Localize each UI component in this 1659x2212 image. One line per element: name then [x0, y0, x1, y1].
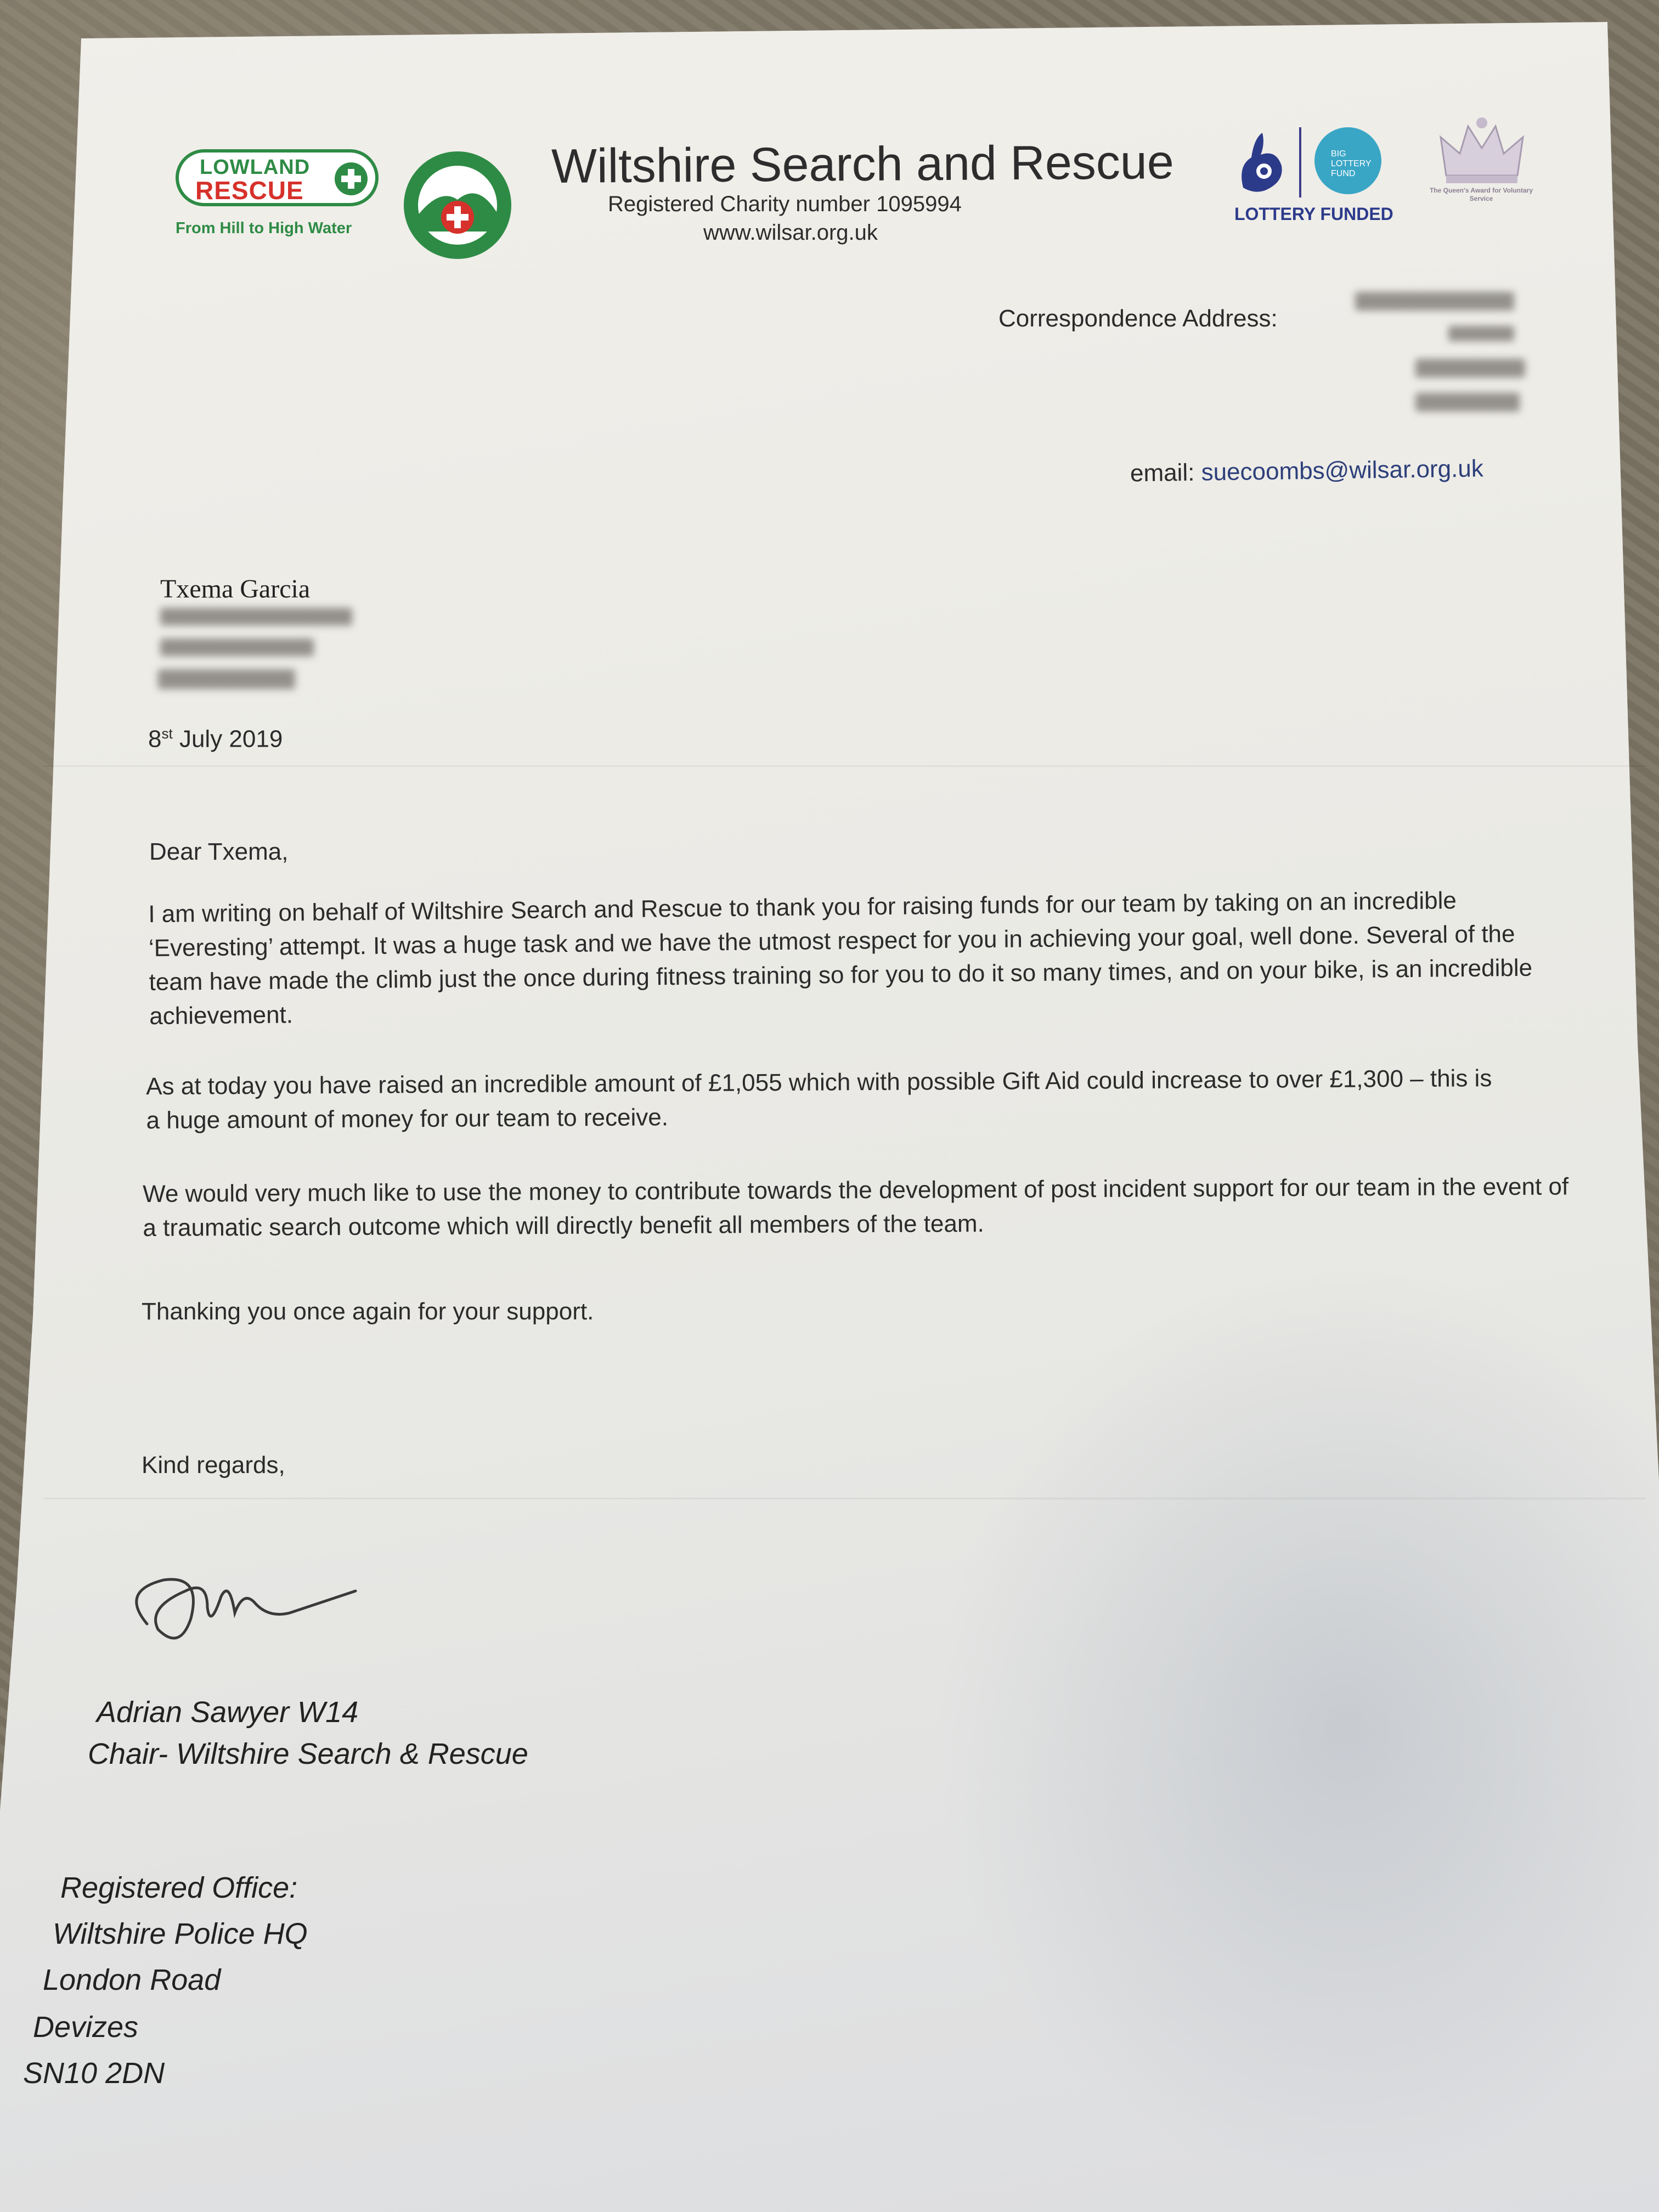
lottery-funded-label: LOTTERY FUNDED	[1234, 204, 1393, 224]
date-day: 8	[148, 725, 162, 753]
lowland-line1: LOWLAND	[200, 156, 311, 179]
recipient-name: Txema Garcia	[160, 574, 311, 603]
signer-name: Adrian Sawyer W14	[97, 1696, 359, 1729]
office-address-line: Wiltshire Police HQ	[53, 1917, 308, 1950]
redacted-address-line	[1415, 393, 1520, 411]
redacted-address-line	[1355, 292, 1514, 311]
office-address-line: Devizes	[33, 2011, 139, 2044]
office-address-line: London Road	[43, 1963, 221, 1996]
paragraph-2: As at today you have raised an incredible amount of £1,055 which with possible Gift Aid could increase to over £1,300 – this is a huge amount of money for our team to receive.	[146, 1065, 1492, 1134]
signer-title: Chair- Wiltshire Search & Rescue	[88, 1737, 528, 1770]
charity-number: Registered Charity number 1095994	[608, 192, 962, 216]
greeting: Dear Txema,	[149, 838, 289, 865]
website-link[interactable]: www.wilsar.org.uk	[703, 221, 878, 245]
correspondence-label: Correspondence Address:	[998, 305, 1278, 332]
light-shadow	[933, 1262, 1659, 2194]
queens-award-label: The Queen's Award for Voluntary Service	[1430, 187, 1533, 202]
crown-icon	[1435, 115, 1528, 187]
cross-icon	[335, 162, 368, 195]
paragraph-1: I am writing on behalf of Wiltshire Search and Rescue to thank you for raising funds for our team by taking on an incredible ‘Everesting’ attempt. It was a huge task and we have the utmost respect for you in achieving your goal, well done. Several of the team have made the climb just the once during fitness training so for you to do it so many times, and on your bike, is an incredible achievement.	[148, 887, 1533, 1030]
lowland-line2: RESCUE	[195, 176, 304, 205]
fold-line	[44, 765, 1646, 767]
thanks-line: Thanking you once again for your support.	[142, 1298, 594, 1325]
signoff: Kind regards,	[142, 1452, 285, 1479]
paragraph-3: We would very much like to use the money to contribute towards the development of post incident support for our team in the event of a traumatic search outcome which will directly benefit all members of the team.	[143, 1173, 1569, 1242]
redacted-address-line	[1448, 326, 1514, 341]
lowland-tagline: From Hill to High Water	[176, 219, 352, 237]
handwritten-signature	[125, 1558, 399, 1651]
office-address-line: SN10 2DN	[23, 2057, 165, 2090]
date-rest: July 2019	[172, 725, 283, 753]
email-link[interactable]: suecoombs@wilsar.org.uk	[1201, 455, 1484, 486]
redacted-recipient-line	[160, 608, 352, 625]
email-line	[1130, 455, 1483, 488]
redacted-address-line	[1415, 359, 1525, 377]
logo-divider	[1299, 127, 1301, 198]
registered-office-label: Registered Office:	[60, 1871, 298, 1904]
redacted-recipient-line	[160, 639, 314, 656]
lottery-crossed-fingers-icon	[1232, 127, 1287, 199]
org-name: Wiltshire Search and Rescue	[551, 134, 1175, 193]
letter-date	[148, 725, 283, 753]
lowland-rescue-logo	[176, 149, 379, 206]
wilsar-badge-icon	[402, 149, 514, 261]
big-lottery-fund-logo: BIG LOTTERY FUND	[1314, 127, 1381, 194]
date-suffix: st	[161, 725, 173, 742]
email-label: email:	[1130, 459, 1195, 487]
redacted-recipient-line	[158, 669, 295, 689]
